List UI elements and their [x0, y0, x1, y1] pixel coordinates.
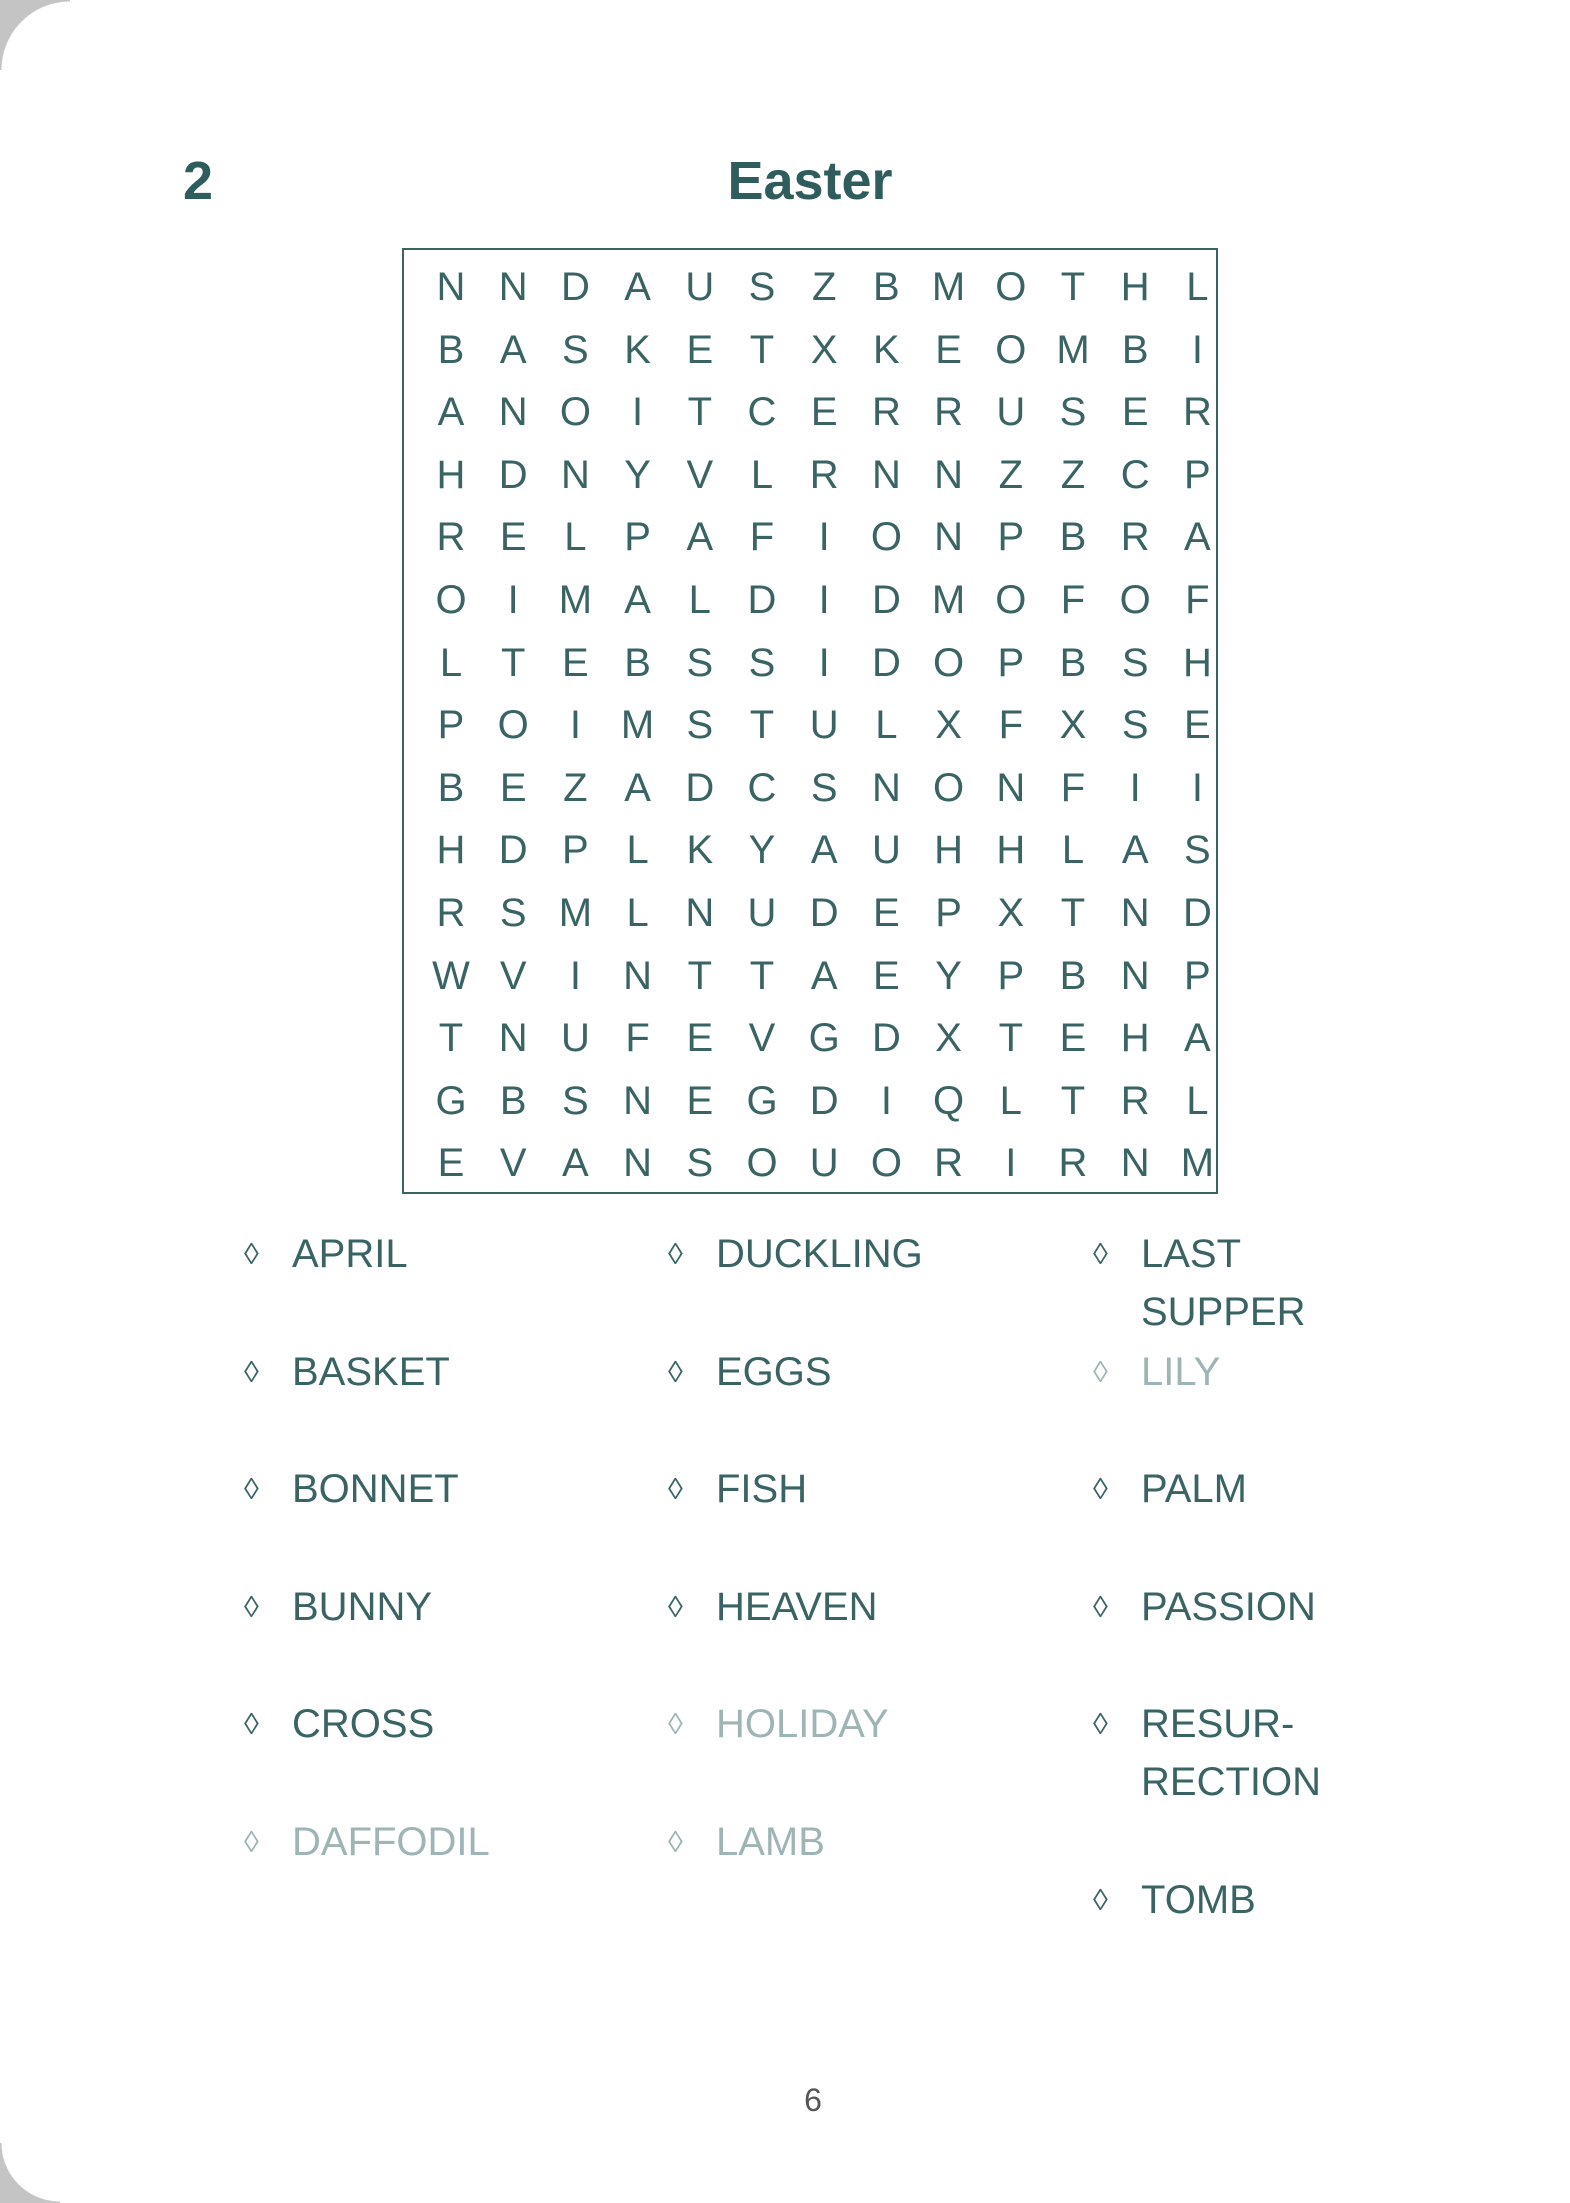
grid-cell[interactable]: O [995, 265, 1027, 309]
grid-cell[interactable]: U [809, 1141, 839, 1186]
grid-cell[interactable]: D [498, 828, 528, 873]
grid-cell[interactable]: P [437, 703, 465, 748]
grid-cell[interactable]: E [1121, 390, 1149, 435]
grid-cell[interactable]: E [562, 640, 589, 685]
grid-cell[interactable]: H [436, 452, 466, 497]
grid-cell[interactable]: G [746, 1078, 778, 1123]
grid-cell[interactable]: C [1120, 452, 1150, 497]
grid-cell[interactable]: T [1060, 891, 1086, 935]
grid-cell[interactable]: M [931, 265, 966, 309]
grid-cell[interactable]: A [810, 953, 838, 998]
grid-cell[interactable]: W [432, 953, 470, 998]
grid-cell[interactable]: E [686, 327, 714, 372]
word-label: BASKET [292, 1349, 450, 1394]
grid-cell[interactable]: S [748, 265, 776, 309]
word-list-item [1093, 1578, 1316, 1637]
word-list-item [668, 1695, 889, 1754]
word-label: DAFFODIL [292, 1819, 490, 1864]
grid-cell[interactable]: O [933, 765, 965, 810]
grid-cell[interactable]: F [998, 703, 1024, 748]
word-list-item [1093, 1871, 1256, 1930]
grid-cell[interactable]: U [560, 1016, 590, 1061]
grid-cell[interactable]: R [1120, 515, 1150, 560]
word-list-item [244, 1813, 490, 1872]
grid-cell[interactable]: B [1059, 515, 1087, 560]
grid-cell[interactable]: N [623, 953, 653, 998]
diamond-bullet-icon: ◊ [244, 1708, 259, 1741]
word-label: BONNET [292, 1467, 459, 1511]
grid-cell[interactable]: P [562, 828, 589, 873]
grid-cell[interactable]: N [498, 1016, 528, 1061]
grid-cell[interactable]: N [498, 265, 528, 309]
grid-cell[interactable]: R [1120, 1078, 1150, 1123]
grid-cell[interactable]: X [935, 703, 962, 748]
grid-cell[interactable]: R [436, 891, 466, 935]
grid-cell[interactable]: A [686, 515, 714, 560]
grid-cell[interactable]: C [747, 765, 777, 810]
grid-cell[interactable]: S [499, 891, 527, 935]
word-list-item [668, 1578, 878, 1637]
grid-cell[interactable]: Z [1060, 452, 1086, 497]
grid-cell[interactable]: I [818, 578, 830, 622]
grid-cell[interactable]: P [1184, 452, 1211, 497]
grid-cell[interactable]: E [499, 515, 527, 560]
word-label: CROSS [292, 1702, 435, 1746]
grid-cell[interactable]: A [810, 828, 838, 873]
grid-cell[interactable]: A [624, 578, 651, 622]
grid-cell[interactable]: E [686, 1016, 714, 1061]
grid-cell[interactable]: K [624, 327, 651, 372]
grid-cell[interactable]: V [748, 1016, 776, 1061]
grid-cell[interactable]: E [873, 953, 900, 998]
word-label: HOLIDAY [716, 1702, 889, 1746]
grid-cell[interactable]: B [499, 1078, 527, 1123]
grid-cell[interactable]: N [685, 891, 715, 935]
grid-cell[interactable]: S [1121, 640, 1149, 685]
grid-cell[interactable]: D [747, 578, 777, 622]
grid-cell[interactable]: N [498, 390, 528, 435]
word-label: BUNNY [292, 1584, 433, 1629]
grid-cell[interactable]: S [1059, 390, 1087, 435]
grid-cell[interactable]: H [934, 828, 964, 873]
grid-cell[interactable]: L [626, 828, 649, 873]
word-list-item [244, 1460, 459, 1519]
grid-cell[interactable]: U [685, 265, 715, 309]
grid-cell[interactable]: R [809, 452, 839, 497]
grid-cell[interactable]: I [1129, 765, 1141, 810]
page-number: 6 [804, 2082, 822, 2118]
word-list-item [668, 1225, 923, 1284]
grid-cell[interactable]: X [935, 1016, 962, 1061]
grid-cell[interactable]: D [871, 578, 901, 622]
word-label: TOMB [1141, 1877, 1256, 1922]
grid-cell[interactable]: A [1184, 1016, 1211, 1061]
grid-cell[interactable]: H [436, 828, 466, 873]
grid-cell[interactable]: N [871, 765, 901, 810]
grid-cell[interactable]: O [933, 640, 965, 685]
grid-cell[interactable]: N [436, 265, 466, 309]
grid-cell[interactable]: L [750, 452, 774, 497]
grid-cell[interactable]: P [1184, 953, 1211, 998]
grid-cell[interactable]: Y [624, 452, 651, 497]
diamond-bullet-icon: ◊ [244, 1238, 259, 1271]
word-list-item [244, 1695, 434, 1754]
diamond-bullet-icon: ◊ [668, 1825, 683, 1859]
grid-cell[interactable]: F [1060, 765, 1086, 810]
grid-cell[interactable]: I [818, 640, 830, 685]
grid-cell[interactable]: O [870, 515, 902, 560]
grid-cell[interactable]: D [498, 452, 528, 497]
word-list-item [668, 1813, 825, 1872]
grid-cell[interactable]: O [1119, 578, 1151, 622]
grid-cell[interactable]: U [747, 891, 777, 935]
grid-cell[interactable]: P [997, 515, 1025, 560]
grid-cell[interactable]: S [562, 1078, 589, 1123]
grid-cell[interactable]: H [1120, 265, 1150, 309]
grid-cell[interactable]: L [999, 1078, 1022, 1123]
word-list-item [668, 1343, 832, 1402]
word-list-item [668, 1460, 807, 1519]
grid-cell[interactable]: M [558, 578, 593, 622]
grid-cell[interactable]: I [507, 578, 519, 622]
word-label: LAST SUPPER [1141, 1232, 1306, 1334]
grid-cell[interactable]: N [623, 1141, 653, 1186]
grid-cell[interactable]: F [1060, 578, 1086, 622]
grid-cell[interactable]: K [873, 327, 900, 372]
word-label: PASSION [1141, 1584, 1316, 1629]
grid-cell[interactable]: P [997, 640, 1025, 685]
diamond-bullet-icon: ◊ [1093, 1238, 1108, 1271]
grid-cell[interactable]: I [632, 390, 644, 435]
word-list-item [244, 1343, 450, 1402]
grid-cell[interactable]: V [686, 452, 714, 497]
grid-cell[interactable]: N [1120, 891, 1150, 935]
diamond-bullet-icon: ◊ [1093, 1473, 1108, 1506]
grid-cell[interactable]: E [873, 891, 900, 935]
grid-cell[interactable]: L [1186, 265, 1209, 309]
grid-cell[interactable]: S [686, 1141, 714, 1186]
grid-cell[interactable]: A [624, 265, 651, 309]
diamond-bullet-icon: ◊ [244, 1590, 259, 1624]
grid-cell[interactable]: M [931, 578, 966, 622]
word-label: APRIL [292, 1232, 408, 1276]
grid-cell[interactable]: B [1059, 640, 1087, 685]
grid-cell[interactable]: I [1191, 327, 1203, 372]
page-corner-top-left [0, 0, 70, 70]
grid-cell[interactable]: B [437, 765, 465, 810]
grid-cell[interactable]: L [875, 703, 898, 748]
grid-cell[interactable]: D [685, 765, 715, 810]
grid-cell[interactable]: O [559, 390, 591, 435]
diamond-bullet-icon: ◊ [668, 1590, 683, 1624]
grid-cell[interactable]: D [809, 1078, 839, 1123]
word-label: EGGS [716, 1349, 832, 1394]
grid-cell[interactable]: V [499, 953, 527, 998]
grid-cell[interactable]: A [1121, 828, 1149, 873]
grid-cell[interactable]: I [1191, 765, 1203, 810]
word-label: HEAVEN [716, 1584, 878, 1629]
grid-cell[interactable]: S [748, 640, 776, 685]
grid-cell[interactable]: E [686, 1078, 714, 1123]
grid-cell[interactable]: E [810, 390, 838, 435]
grid-cell[interactable]: K [686, 828, 714, 873]
grid-cell[interactable]: L [688, 578, 711, 622]
diamond-bullet-icon: ◊ [668, 1355, 683, 1389]
grid-cell[interactable]: B [1121, 327, 1149, 372]
word-label: RESUR- RECTION [1141, 1702, 1321, 1804]
grid-cell[interactable]: Z [811, 265, 837, 309]
grid-cell[interactable]: O [870, 1141, 902, 1186]
grid-cell[interactable]: N [996, 765, 1026, 810]
grid-cell[interactable]: T [687, 390, 713, 435]
word-list-item [244, 1225, 408, 1284]
grid-cell[interactable]: R [871, 390, 901, 435]
grid-cell[interactable]: O [995, 327, 1027, 372]
grid-cell[interactable]: I [1005, 1141, 1017, 1186]
grid-cell[interactable]: F [1185, 578, 1210, 622]
diamond-bullet-icon: ◊ [1093, 1708, 1108, 1741]
diamond-bullet-icon: ◊ [244, 1825, 259, 1859]
diamond-bullet-icon: ◊ [1093, 1590, 1108, 1624]
grid-cell[interactable]: R [1182, 390, 1212, 435]
grid-cell[interactable]: S [1184, 828, 1211, 873]
grid-cell[interactable]: S [686, 640, 714, 685]
grid-cell[interactable]: T [998, 1016, 1024, 1061]
word-label: LILY [1141, 1349, 1221, 1394]
page-corner-bottom-left [0, 2143, 60, 2203]
grid-cell[interactable]: O [995, 578, 1027, 622]
grid-cell[interactable]: Q [933, 1078, 965, 1123]
grid-cell[interactable]: E [935, 327, 962, 372]
grid-cell[interactable]: Y [935, 953, 962, 998]
grid-cell[interactable]: X [997, 891, 1025, 935]
grid-cell[interactable]: R [934, 1141, 964, 1186]
grid-cell[interactable]: O [435, 578, 467, 622]
grid-cell[interactable]: T [500, 640, 526, 685]
grid-cell[interactable]: T [438, 1016, 464, 1061]
grid-cell[interactable]: G [808, 1016, 840, 1061]
grid-cell[interactable]: T [749, 953, 775, 998]
diamond-bullet-icon: ◊ [668, 1708, 683, 1741]
grid-cell[interactable]: B [873, 265, 900, 309]
grid-cell[interactable]: T [749, 703, 775, 748]
grid-cell[interactable]: D [1182, 891, 1212, 935]
grid-cell[interactable]: U [809, 703, 839, 748]
grid-cell[interactable]: N [623, 1078, 653, 1123]
grid-cell[interactable]: S [562, 327, 589, 372]
grid-cell[interactable]: I [569, 953, 581, 998]
diamond-bullet-icon: ◊ [668, 1238, 683, 1271]
grid-cell[interactable]: D [871, 1016, 901, 1061]
grid-cell[interactable]: P [624, 515, 651, 560]
word-list-item [1093, 1460, 1247, 1519]
word-label: LAMB [716, 1819, 825, 1864]
grid-cell[interactable]: A [499, 327, 527, 372]
grid-cell[interactable]: D [560, 265, 590, 309]
word-list-item [1093, 1225, 1305, 1341]
grid-cell[interactable]: B [624, 640, 651, 685]
grid-cell[interactable]: E [1184, 703, 1211, 748]
grid-cell[interactable]: R [1058, 1141, 1088, 1186]
diamond-bullet-icon: ◊ [1093, 1355, 1108, 1389]
grid-cell[interactable]: M [558, 891, 593, 935]
grid-cell[interactable]: I [569, 703, 581, 748]
word-list-item [1093, 1695, 1321, 1811]
grid-cell[interactable]: H [1182, 640, 1212, 685]
grid-cell[interactable]: M [1180, 1141, 1215, 1186]
word-list-item [244, 1578, 432, 1637]
grid-cell[interactable]: N [1120, 1141, 1150, 1186]
grid-cell[interactable]: L [1186, 1078, 1209, 1123]
grid-cell[interactable]: O [497, 703, 529, 748]
grid-cell[interactable]: M [620, 703, 655, 748]
grid-cell[interactable]: G [435, 1078, 467, 1123]
grid-cell[interactable]: S [686, 703, 714, 748]
grid-cell[interactable]: B [1059, 953, 1087, 998]
word-label: PALM [1141, 1467, 1247, 1511]
grid-cell[interactable]: U [871, 828, 901, 873]
grid-cell[interactable]: E [1059, 1016, 1087, 1061]
grid-cell[interactable]: A [562, 1141, 589, 1186]
puzzle-number: 2 [183, 151, 214, 211]
word-list-item [1093, 1343, 1220, 1402]
grid-cell[interactable]: L [626, 891, 649, 935]
grid-cell[interactable]: A [1184, 515, 1211, 560]
puzzle-title: Easter [727, 151, 893, 211]
grid-cell[interactable]: L [1061, 828, 1085, 873]
grid-cell[interactable]: P [935, 891, 962, 935]
grid-cell[interactable]: L [439, 640, 463, 685]
grid-cell[interactable]: A [624, 765, 651, 810]
grid-cell[interactable]: S [810, 765, 838, 810]
grid-cell[interactable]: N [934, 515, 964, 560]
word-search-grid [402, 248, 1218, 1194]
grid-cell[interactable]: E [437, 1141, 465, 1186]
grid-cell[interactable]: D [871, 640, 901, 685]
grid-cell[interactable]: R [934, 390, 964, 435]
grid-cell[interactable]: E [499, 765, 527, 810]
grid-cell[interactable]: U [996, 390, 1026, 435]
grid-cell[interactable]: Z [998, 452, 1024, 497]
grid-cell[interactable]: Y [748, 828, 776, 873]
word-label: DUCKLING [716, 1232, 923, 1276]
grid-cell[interactable]: V [499, 1141, 527, 1186]
grid-cell[interactable]: O [746, 1141, 778, 1186]
grid-cell[interactable]: B [437, 327, 465, 372]
grid-cell[interactable]: M [1056, 327, 1090, 372]
grid-cell[interactable]: H [1120, 1016, 1150, 1061]
grid-cell[interactable]: P [997, 953, 1025, 998]
grid-cell[interactable]: Z [563, 765, 588, 810]
grid-cell[interactable]: T [1060, 1078, 1086, 1123]
grid-cell[interactable]: T [1060, 265, 1086, 309]
grid-cell[interactable]: T [687, 953, 713, 998]
grid-cell[interactable]: T [749, 327, 775, 372]
grid-cell[interactable]: X [1059, 703, 1087, 748]
grid-cell[interactable]: D [809, 891, 839, 935]
grid-cell[interactable]: I [818, 515, 830, 560]
grid-cell[interactable]: C [747, 390, 777, 435]
grid-cell[interactable]: S [1121, 703, 1149, 748]
grid-cell[interactable]: X [810, 327, 838, 372]
grid-cell[interactable]: N [871, 452, 901, 497]
grid-cell[interactable]: A [437, 390, 465, 435]
diamond-bullet-icon: ◊ [1093, 1883, 1108, 1917]
word-label: FISH [716, 1467, 808, 1511]
grid-cell[interactable]: N [934, 452, 964, 497]
grid-cell[interactable]: I [880, 1078, 892, 1123]
grid-cell[interactable]: N [560, 452, 590, 497]
grid-cell[interactable]: R [436, 515, 466, 560]
diamond-bullet-icon: ◊ [244, 1355, 259, 1389]
grid-cell[interactable]: F [749, 515, 775, 560]
grid-cell[interactable]: H [996, 828, 1026, 873]
diamond-bullet-icon: ◊ [668, 1473, 683, 1506]
grid-cell[interactable]: L [564, 515, 587, 560]
grid-cell[interactable]: F [625, 1016, 650, 1061]
diamond-bullet-icon: ◊ [244, 1473, 259, 1506]
grid-cell[interactable]: N [1120, 953, 1150, 998]
